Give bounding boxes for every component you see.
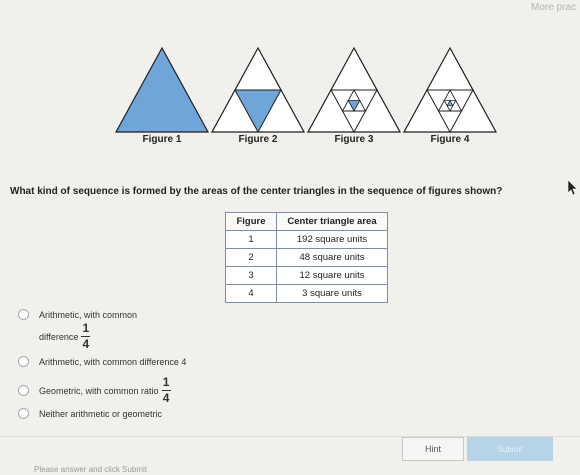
choice-c-numerator: 1 xyxy=(162,375,170,389)
table-cell-figure: 3 xyxy=(226,267,277,285)
choice-a[interactable] xyxy=(18,309,137,320)
figure-1-triangle-image xyxy=(114,46,210,134)
figure-sequence xyxy=(114,42,504,152)
choice-a-label-line1: Arithmetic, with common xyxy=(39,309,138,320)
table-row xyxy=(226,249,388,267)
figure-1-label: Figure 1 xyxy=(142,134,182,145)
table-cell-area: 3 square units xyxy=(277,285,388,303)
hint-button[interactable]: Hint xyxy=(402,437,464,461)
table-cell-figure: 1 xyxy=(226,231,277,249)
figure-3 xyxy=(306,42,402,152)
choice-b[interactable] xyxy=(18,356,186,367)
question-text: What kind of sequence is formed by the areas of the center triangles in the sequence of figures shown? xyxy=(10,186,503,197)
status-message: Please answer and click Submit xyxy=(34,465,147,474)
choice-a-numerator: 1 xyxy=(82,321,90,335)
figure-2 xyxy=(210,42,306,152)
table-cell-area: 12 square units xyxy=(277,267,388,285)
choice-d[interactable] xyxy=(18,408,162,419)
choice-b-radio[interactable] xyxy=(18,356,29,367)
table-header-figure: Figure xyxy=(226,213,277,231)
table-cell-area: 192 square units xyxy=(277,231,388,249)
figure-2-triangle-image xyxy=(210,46,306,134)
choice-b-label: Arithmetic, with common difference 4 xyxy=(39,356,187,367)
choice-a-radio[interactable] xyxy=(18,309,29,320)
mouse-cursor-icon xyxy=(568,180,578,201)
table-row xyxy=(226,231,388,249)
figure-4 xyxy=(402,42,498,152)
table-cell-figure: 4 xyxy=(226,285,277,303)
area-table xyxy=(225,212,388,303)
choice-c[interactable] xyxy=(18,376,171,405)
table-header-area: Center triangle area xyxy=(277,213,388,231)
choice-a-label-line2: difference xyxy=(39,331,79,342)
choice-d-radio[interactable] xyxy=(18,408,29,419)
more-practice-link[interactable]: More prac xyxy=(530,2,576,13)
figure-3-label: Figure 3 xyxy=(334,134,374,145)
figure-1 xyxy=(114,42,210,152)
choice-d-label: Neither arithmetic or geometric xyxy=(39,408,163,419)
figure-2-label: Figure 2 xyxy=(238,134,278,145)
choice-c-label: Geometric, with common ratio xyxy=(39,385,159,396)
choice-a-fraction xyxy=(81,322,90,351)
table-cell-area: 48 square units xyxy=(277,249,388,267)
table-header-row xyxy=(226,213,388,231)
figure-3-triangle-image xyxy=(306,46,402,134)
figure-4-triangle-image xyxy=(402,46,498,134)
table-cell-figure: 2 xyxy=(226,249,277,267)
choice-c-denominator: 4 xyxy=(162,391,170,405)
submit-button[interactable]: Submit xyxy=(467,437,553,461)
figure-4-label: Figure 4 xyxy=(430,134,470,145)
choice-a-continuation xyxy=(39,322,90,351)
choice-c-fraction xyxy=(162,376,171,405)
choice-c-radio[interactable] xyxy=(18,385,29,396)
table-row xyxy=(226,267,388,285)
choice-a-denominator: 4 xyxy=(82,337,90,351)
table-row xyxy=(226,285,388,303)
